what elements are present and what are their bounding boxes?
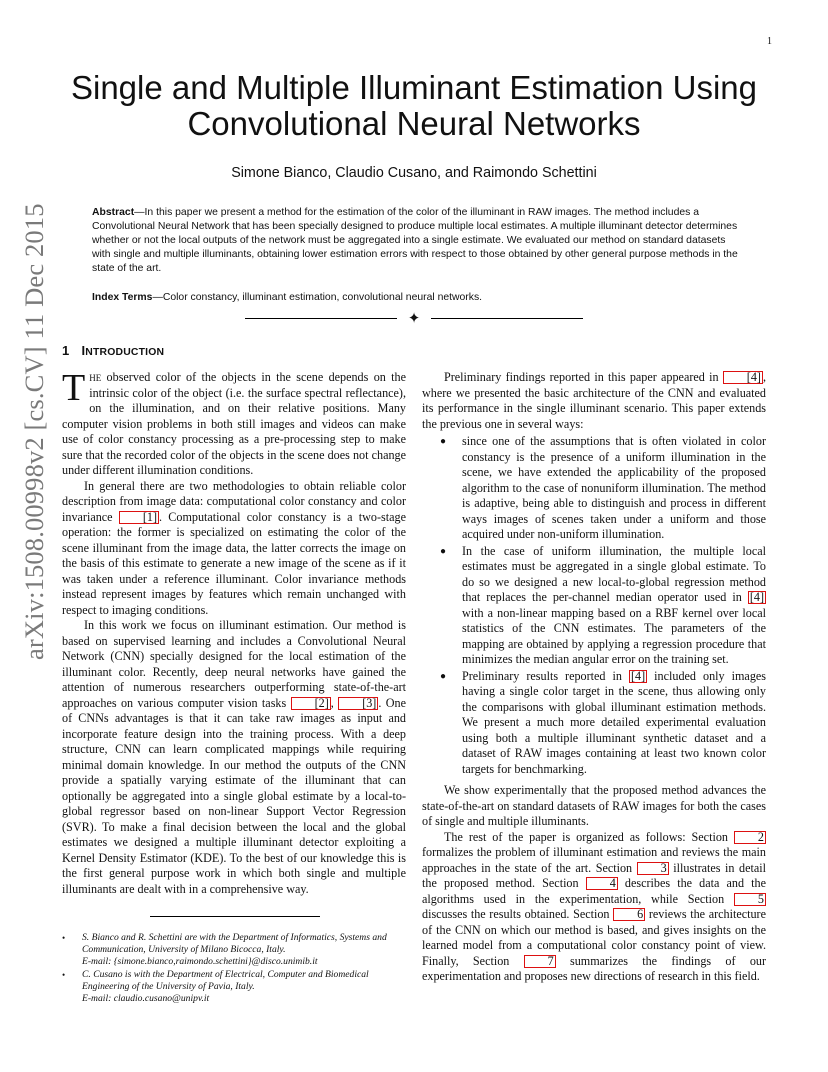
paragraph-text: reviews the architecture of the CNN on which our method is based, and gives insights on the learned model from a computational color constancy point of view. Finally, Section (422, 907, 766, 968)
divider-line-left (245, 318, 397, 319)
small-caps-lead: he (89, 370, 102, 384)
bullet-icon: • (62, 970, 66, 980)
section-link[interactable]: 3 (637, 862, 669, 875)
arxiv-stamp: arXiv:1508.00998v2 [cs.CV] 11 Dec 2015 (19, 203, 49, 660)
section-link[interactable]: 2 (734, 831, 766, 844)
paragraph (422, 370, 766, 432)
paragraph-text: illustrates in detail the proposed method. Section (422, 860, 766, 890)
bullet-icon: ● (440, 545, 447, 557)
paragraph-text: describes the data and the algorithms used in the experimentation, while Section (422, 876, 766, 906)
paragraph-text: The rest of the paper is organized as follows: Section (444, 829, 734, 844)
list-item-text: with a non-linear mapping based on a RBF kernel over local statistics of the CNN estimates. The parameters of the mapping are obtained by applying a regression procedure that minimizes the median angular error on the training set. (462, 605, 766, 666)
drop-cap: T (62, 367, 86, 409)
authors: Simone Bianco, Claudio Cusano, and Raimondo Schettini (231, 165, 597, 181)
paragraph-text: In this work we focus on illuminant estimation. Our method is based on supervised learning and includes a Convolutional Neural Network (CNN) specially designed for the local estimation of the illuminant color. Recently, deep neural networks have gained the attention of numerous researchers outperforming state-of-the-art approaches on various computer vision tasks (62, 618, 406, 710)
paragraph-text: summarizes the findings of our experimentation and proposes new directions of research in this field. (422, 953, 766, 983)
list-item-text: In the case of uniform illumination, the multiple local estimates must be aggregated in a single global estimate. To do so we designed a new local-to-global regression method that replaces the per-channel median operator used in (462, 543, 766, 604)
list-item-text: Preliminary results reported in (462, 668, 629, 683)
index-terms (92, 291, 740, 305)
footnote-text: S. Bianco and R. Schettini are with the Department of Informatics, Systems and Communication, University of Milano Bicocca, Italy. (82, 932, 387, 955)
paragraph-text: formalizes the problem of illuminant estimation and reviews the main approaches in the state of the art. Section (422, 845, 766, 875)
contribution-list (422, 434, 766, 777)
index-terms-text: —Color constancy, illuminant estimation, convolutional neural networks. (152, 292, 483, 303)
abstract-text: —In this paper we present a method for the estimation of the color of the illuminant in RAW images. The method includes a Convolutional Neural Network that has been specially designed to produce multiple local estimates. A multiple illuminant detector determines whether or not the local outputs of the network must be aggregated into a single estimate. We evaluated our method on standard datasets with single and multiple illuminants, obtaining lower estimation errors with respect to those obtained by other general purpose methods in the state of the art. (92, 207, 738, 274)
paragraph-text: In general there are two methodologies to obtain reliable color description from image data: computational color constancy and color invariance (62, 478, 406, 524)
section-link[interactable]: 4 (586, 877, 618, 890)
section-link[interactable]: 7 (524, 955, 556, 968)
section-title-initial: I (81, 343, 86, 358)
paragraph: We show experimentally that the proposed method advances the state-of-the-art on standard datasets of RAW images for both the cases of single and multiple illuminants. (422, 783, 766, 828)
citation-link[interactable]: [2] (291, 697, 331, 710)
section-heading (62, 343, 164, 358)
paragraph (62, 479, 406, 619)
citation-link[interactable]: [3] (338, 697, 378, 710)
footnote-email: E-mail: claudio.cusano@unipv.it (82, 993, 210, 1004)
page-number: 1 (767, 36, 772, 47)
index-terms-label: Index Terms (92, 292, 153, 303)
footnote-rule (150, 916, 320, 917)
paragraph-text: discusses the results obtained. Section (422, 907, 614, 921)
divider-star-icon: ✦ (407, 311, 421, 327)
citation-link[interactable]: [4] (631, 668, 646, 683)
list-item (440, 434, 766, 543)
right-column (422, 370, 766, 985)
footnote (62, 969, 406, 1005)
abstract (92, 206, 740, 276)
list-item (440, 668, 766, 778)
footnote-email: E-mail: {simone.bianco,raimondo.schettini}@disco.unimib.it (82, 956, 318, 967)
section-divider (245, 312, 583, 326)
citation-link[interactable]: [1] (119, 511, 159, 524)
abstract-label: Abstract (92, 207, 135, 218)
paragraph-text: . Computational color constancy is a two-stage operation: the former is specialized on estimating the color of the scene illuminant from the image data, the latter corrects the image on the basis of this estimate to generate a new image of the scene as if it was taken under a reference illuminant. Color invariance methods instead represent images by features which remain unchanged with respect to imaging conditions. (62, 509, 406, 617)
separator-text: , (330, 695, 339, 710)
paragraph-text: observed color of the objects in the scene depends on the intrinsic color of the object (i.e. the surface spectral reflectance), on the illumination, and on their relative positions. Many computer vision problems in both still images and videos can make use of color constancy processing as a pre-processing step to make sure that the recorded color of the objects in the scene does not change under different illumination conditions. (62, 370, 406, 477)
footnote-text: C. Cusano is with the Department of Electrical, Computer and Biomedical Engineering of the University of Pavia, Italy. (82, 969, 369, 992)
paragraph-text: , where we presented the basic architecture of the CNN and evaluated its performance in the single illuminant scenario. This paper extends the previous one in several ways: (422, 370, 766, 431)
footnotes (62, 932, 406, 1006)
divider-line-right (431, 318, 583, 319)
section-number: 1 (62, 343, 70, 358)
bullet-icon: ● (440, 436, 447, 447)
citation-link[interactable]: [4] (749, 590, 764, 604)
bullet-icon: ● (440, 670, 447, 682)
list-item-text: included only images having a single color target in the scene, thus allowing only the comparisons with global illuminant estimation methods. We present a much more detailed experimental evaluation using both a multiple illuminant synthetic dataset and a dataset of RAW images containing at least two known color targets for benchmarking. (462, 668, 766, 776)
paragraph-text: Preliminary findings reported in this paper appeared in (444, 370, 723, 384)
section-link[interactable]: 6 (613, 908, 645, 921)
section-link[interactable]: 5 (734, 893, 766, 906)
citation-link[interactable]: [4] (723, 371, 763, 384)
left-column (62, 367, 406, 897)
footnote (62, 932, 406, 968)
paragraph-text: . One of CNNs advantages is that it can take raw images as input and incorporate feature design into the training process. With a deep structure, CNN can learn complicated mappings while requiring minimal domain knowledge. In our method the outputs of the CNN provide a spatially varying estimate of the illuminant that can optionally be aggregated into a single global estimate by a local-to-global regressor based on non-linear Support Vector Regression (SVR). To make a final decision between the local and the global estimates we designed a multiple illuminant detector exploiting a Kernel Density Estimator (KDE). To the best of our knowledge this is the first general purpose work in which both single and multiple illuminants are dealt with in a comprehensive way. (62, 695, 406, 896)
section-title-rest: NTRODUCTION (85, 347, 165, 358)
bullet-icon: • (62, 933, 66, 943)
list-item (440, 543, 766, 668)
paragraph (422, 830, 766, 985)
paper-title: Single and Multiple Illuminant Estimation Using Convolutional Neural Networks (70, 69, 757, 142)
list-item-text: since one of the assumptions that is often violated in color constancy is the presence of a uniform illumination in the scene, we have extended the applicability of the proposed algorithm to the case of nonuniform illumination. The method is adaptive, being able to distinguish and process in different ways images of scenes taken under a uniform and those acquired under non-uniform illumination. (462, 434, 766, 541)
paragraph (62, 618, 406, 897)
paragraph (62, 367, 406, 479)
